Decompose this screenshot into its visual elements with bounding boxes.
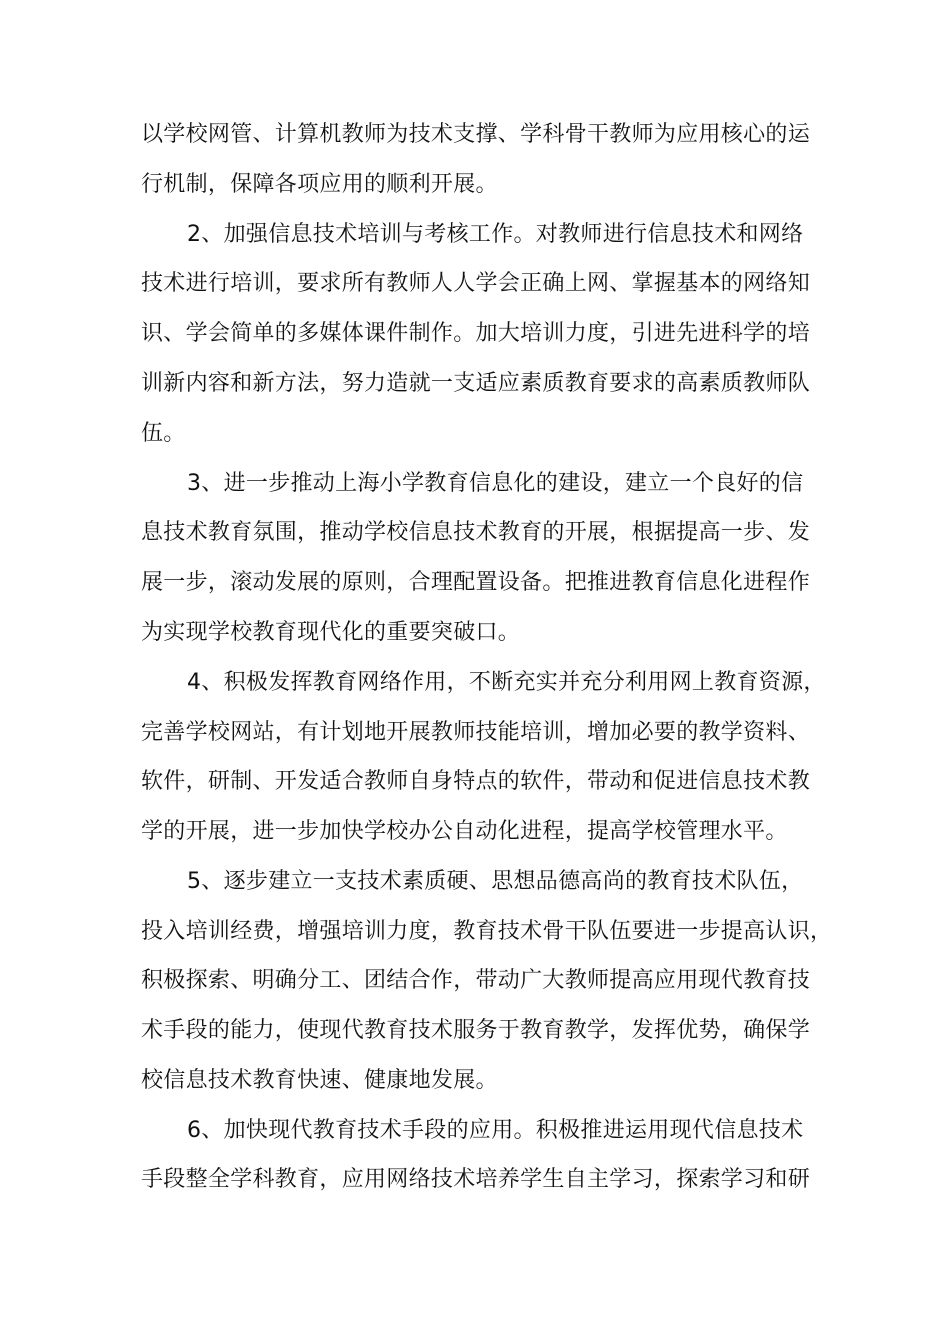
text-line: 展一步，滚动发展的原则，合理配置设备。把推进教育信息化进程作 [141, 570, 811, 595]
text-line: 为实现学校教育现代化的重要突破口。 [141, 620, 521, 645]
text-line: 校信息技术教育快速、健康地发展。 [141, 1068, 498, 1093]
text-line: 以学校网管、计算机教师为技术支撑、学科骨干教师为应用核心的运 [141, 122, 811, 147]
text-line: 术手段的能力，使现代教育技术服务于教育教学，发挥优势，确保学 [141, 1018, 811, 1043]
text-line: 积极探索、明确分工、团结合作，带动广大教师提高应用现代教育技 [141, 968, 811, 993]
paragraph-first-line: 6、加快现代教育技术手段的应用。积极推进运用现代信息技术 [187, 1118, 804, 1143]
paragraph-first-line: 2、加强信息技术培训与考核工作。对教师进行信息技术和网络 [187, 222, 804, 247]
text-line: 训新内容和新方法，努力造就一支适应素质教育要求的高素质教师队 [141, 371, 811, 396]
text-line: 手段整全学科教育，应用网络技术培养学生自主学习，探索学习和研 [141, 1167, 811, 1192]
paragraph-first-line: 5、逐步建立一支技术素质硬、思想品德高尚的教育技术队伍， [187, 869, 804, 894]
text-line: 行机制，保障各项应用的顺利开展。 [141, 172, 498, 197]
text-line: 软件，研制、开发适合教师自身特点的软件，带动和促进信息技术教 [141, 769, 811, 794]
paragraph-first-line: 4、积极发挥教育网络作用，不断充实并充分利用网上教育资源， [187, 670, 826, 695]
text-line: 技术进行培训，要求所有教师人人学会正确上网、掌握基本的网络知 [141, 271, 811, 296]
text-line: 识、学会简单的多媒体课件制作。加大培训力度，引进先进科学的培 [141, 321, 811, 346]
text-line: 伍。 [141, 421, 186, 446]
text-line: 学的开展，进一步加快学校办公自动化进程，提高学校管理水平。 [141, 819, 788, 844]
text-line: 完善学校网站，有计划地开展教师技能培训，增加必要的教学资料、 [141, 720, 811, 745]
paragraph-first-line: 3、进一步推动上海小学教育信息化的建设，建立一个良好的信 [187, 471, 804, 496]
text-line: 息技术教育氛围，推动学校信息技术教育的开展，根据提高一步、发 [141, 520, 811, 545]
text-line: 投入培训经费，增强培训力度，教育技术骨干队伍要进一步提高认识， [141, 919, 833, 944]
